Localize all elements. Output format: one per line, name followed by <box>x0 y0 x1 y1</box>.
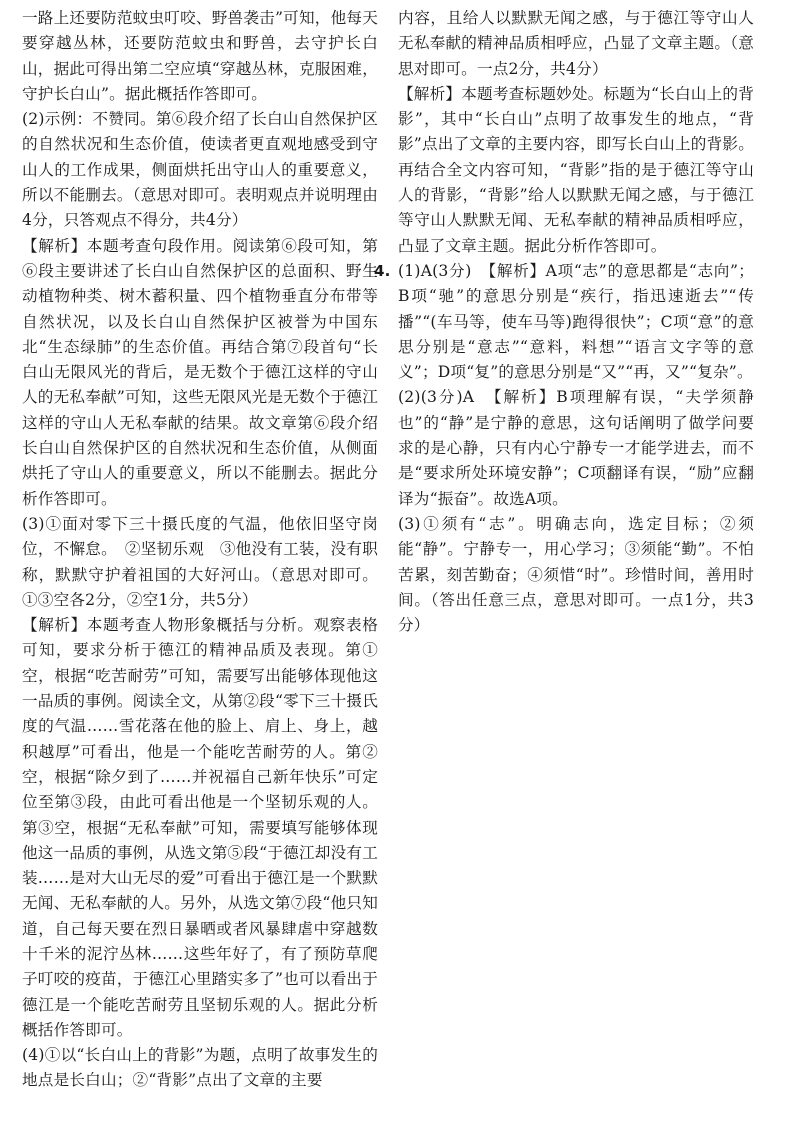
left-paragraph: 【解析】本题考查人物形象概括与分析。观察表格可知，要求分析于德江的精神品质及表现。第①空，根据“吃苦耐劳”可知，需要写出能够体现他这一品质的事例。阅读全文，从第②段“零下三十摄氏度的气温……雪花落在他的脸上、肩上、身上，越积越厚”可看出，他是一个能吃苦耐劳的人。第②空，根据“除夕到了……并祝福自己新年快乐”可定位至第③段，由此可看出他是一个坚韧乐观的人。第③空，根据“无私奉献”可知，需要填写能够体现他这一品质的事例，从选文第⑤段“于德江却没有工装……是对大山无尽的爱”可看出于德江是一个默默无闻、无私奉献的人。另外，从选文第⑦段“他只知道，自己每天要在烈日暴晒或者风暴肆虐中穿越数十千米的泥泞丛林……这些年好了，有了预防草爬子叮咬的疫苗，于德江心里踏实多了”也可以看出于德江是一个能吃苦耐劳且坚韧乐观的人。据此分析概括作答即可。 <box>22 616 378 1039</box>
question-4 <box>374 259 754 385</box>
left-column <box>22 6 378 1094</box>
right-paragraph: (1)A(3分) 【解析】A项“志”的意思都是“志向”；B项“驰”的意思分别是“疾行，指迅速逝去”“传播”“(车马等，使车马等)跑得很快”；C项“意”的意思分别是“意志”“意料，料想”“语言文字等的意义”；D项“复”的意思分别是“又”“再，又”“复杂”。 <box>398 261 754 382</box>
question-number: 4. <box>374 261 391 280</box>
right-paragraph: 【解析】本题考查标题妙处。标题为“长白山上的背影”，其中“长白山”点明了故事发生的地点，“背影”点出了文章的主要内容，即写长白山上的背影。再结合全文内容可知，“背影”指的是于德江等守山人的背影，“背影”给人以默默无闻之感，与于德江等守山人默默无闻、无私奉献的精神品质相呼应，凸显了文章主题。据此分析作答即可。 <box>398 84 754 255</box>
left-paragraph: (2)示例：不赞同。第⑥段介绍了长白山自然保护区的自然状况和生态价值，使读者更直观地感受到守山人的工作成果，侧面烘托出守山人的重要意义，所以不能删去。（意思对即可。表明观点并说明理由4分，只答观点不得分，共4分） <box>22 110 378 230</box>
left-paragraph: 一路上还要防范蚊虫叮咬、野兽袭击”可知，他每天要穿越丛林，还要防范蚊虫和野兽，去守护长白山，据此可得出第二空应填“穿越丛林，克服困难，守护长白山”。据此概括作答即可。 <box>22 9 378 103</box>
left-paragraph: (4)①以“长白山上的背影”为题，点明了故事发生的地点是长白山；②“背影”点出了文章的主要 <box>22 1046 378 1090</box>
right-column <box>374 6 754 638</box>
left-paragraph: 【解析】本题考查句段作用。阅读第⑥段可知，第⑥段主要讲述了长白山自然保护区的总面积、野生动植物种类、树木蓄积量、四个植物垂直分布带等自然状况，以及长白山自然保护区被誉为中国东北“生态绿肺”的生态价值。再结合第⑦段首句“长白山无限风光的背后，是无数个于德江这样的守山人的无私奉献”可知，这些无限风光是无数个于德江这样的守山人无私奉献的结果。故文章第⑥段介绍长白山自然保护区的自然状况和生态价值，从侧面烘托了守山人的重要意义，所以不能删去。据此分析作答即可。 <box>22 236 378 508</box>
right-paragraph: (3)①须有“志”。明确志向，选定目标；②须能“静”。宁静专一，用心学习；③须能“勤”。不怕苦累，刻苦勤奋；④须惜“时”。珍惜时间，善用时间。（答出任意三点，意思对即可。一点1分，共3分） <box>398 514 754 635</box>
right-paragraph: 内容，且给人以默默无闻之感，与于德江等守山人无私奉献的精神品质相呼应，凸显了文章主题。（意思对即可。一点2分，共4分） <box>398 9 754 78</box>
right-paragraph: (2)(3分)A 【解析】B项理解有误，“夫学须静也”的“静”是宁静的意思，这句话阐明了做学问要求的是心静，只有内心宁静专一才能学进去，而不是“要求所处环境安静”；C项翻译有误，“励”应翻译为“振奋”。故选A项。 <box>398 388 754 508</box>
left-paragraph: (3)①面对零下三十摄氏度的气温，他依旧坚守岗位，不懈怠。 ②坚韧乐观 ③他没有工装，没有职称，默默守护着祖国的大好河山。（意思对即可。①③空各2分，②空1分，共5分） <box>22 514 378 609</box>
